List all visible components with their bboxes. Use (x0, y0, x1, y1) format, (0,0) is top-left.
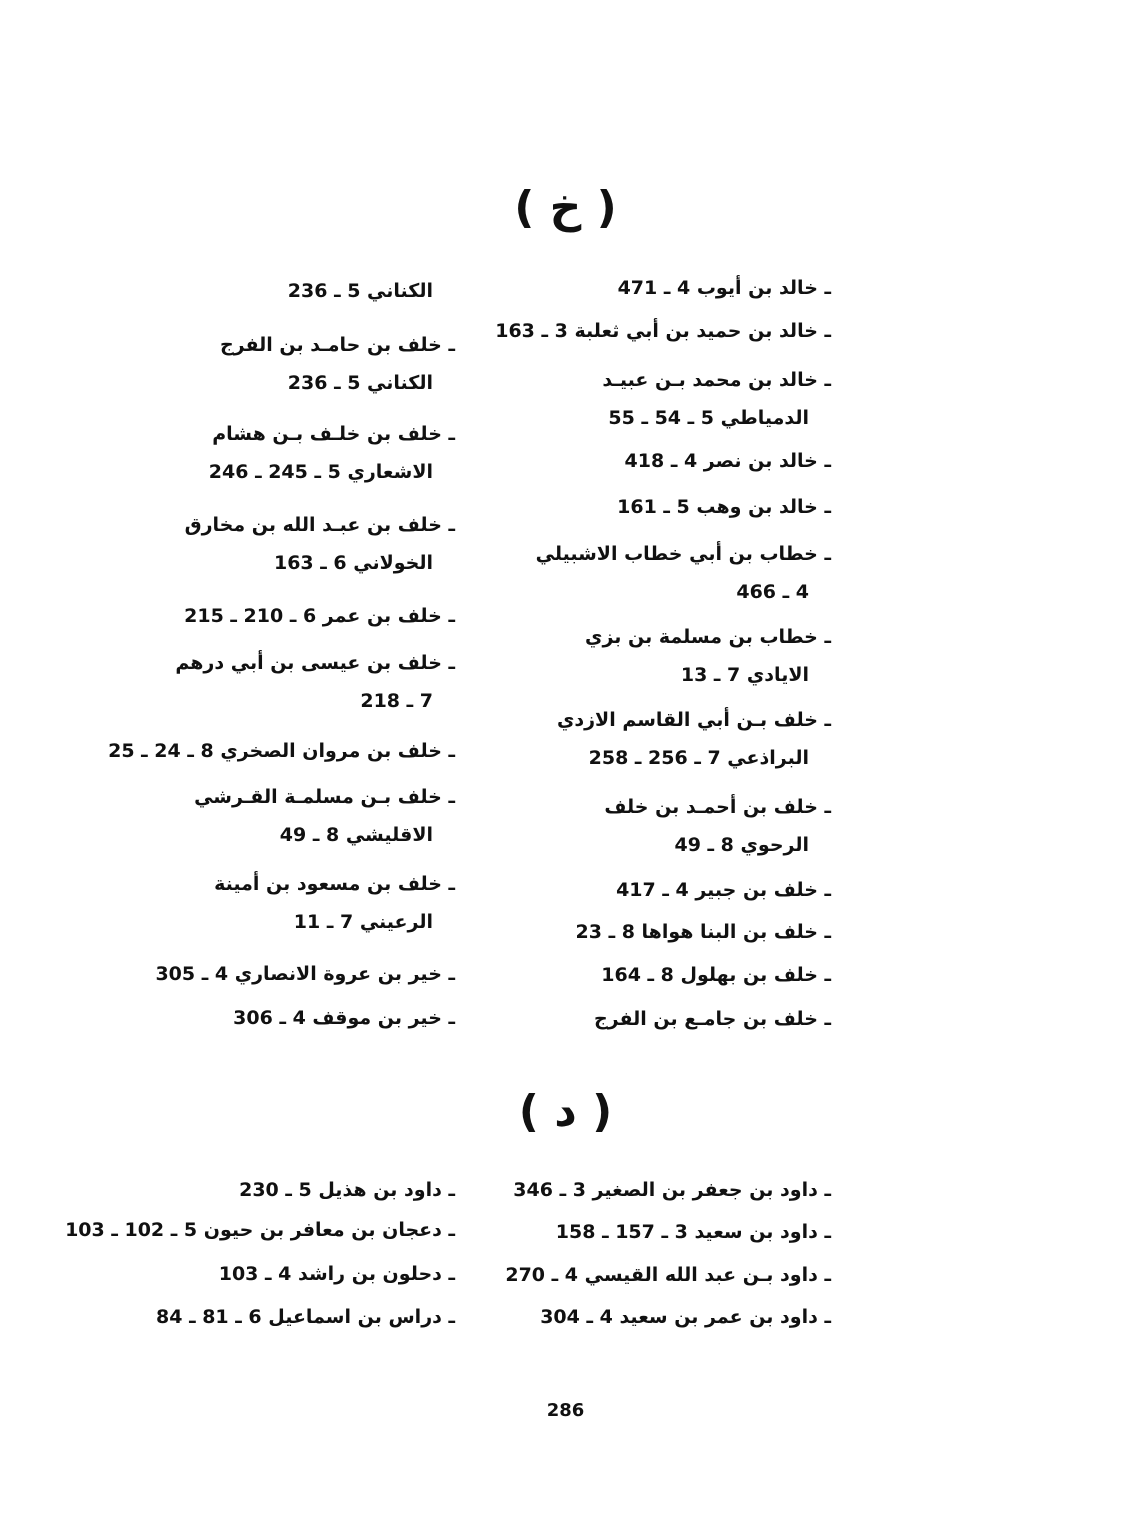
entry-continuation: الرحوي 8 ـ 49 (674, 834, 809, 856)
entry-continuation: 7 ـ 218 (360, 690, 433, 712)
list-item (501, 920, 831, 944)
entry-line: ـ خلف بن عيسى بن أبي درهم (175, 652, 455, 674)
list-item (501, 795, 831, 857)
entry-line: ـ خالد بن حميد بن أبي ثعلبة 3 ـ 163 (495, 320, 831, 342)
entry-line: ـ دحلون بن راشد 4 ـ 103 (218, 1263, 455, 1285)
entry-line: ـ خلف بن عمر 6 ـ 210 ـ 215 (184, 605, 455, 627)
list-item (501, 625, 831, 687)
list-item (495, 319, 831, 343)
list-item (501, 963, 831, 987)
entry-line: ـ خلف بن خلـف بـن هشام (212, 423, 455, 445)
list-item (501, 1220, 831, 1244)
list-item (501, 449, 831, 473)
list-item (501, 1305, 831, 1329)
list-item (125, 872, 455, 934)
list-item (501, 368, 831, 430)
entry-line: ـ خالد بن محمد بـن عبيـد (602, 369, 831, 391)
list-item (125, 1305, 455, 1329)
entry-continuation: الاقليشي 8 ـ 49 (279, 824, 433, 846)
entry-continuation: الخولاني 6 ـ 163 (273, 552, 433, 574)
entry-line: ـ خطاب بن أبي خطاب الاشبيلي (535, 543, 831, 565)
entry-line: ـ خلف بـن مسلمـة القـرشي (194, 786, 455, 808)
entry-line: ـ خلف بـن أبي القاسم الازدي (556, 709, 831, 731)
list-item (501, 276, 831, 300)
list-item (125, 513, 455, 575)
entry-line: ـ خلف بن البنا هواها 8 ـ 23 (575, 921, 831, 943)
entry-line: ـ خالد بن أيوب 4 ـ 471 (617, 277, 831, 299)
list-item (125, 333, 455, 395)
list-item (125, 1262, 455, 1286)
list-item (125, 785, 455, 847)
entry-line: ـ خير بن موقف 4 ـ 306 (233, 1007, 455, 1029)
entry-line: ـ داود بن سعيد 3 ـ 157 ـ 158 (555, 1221, 831, 1243)
entry-line: ـ خلف بن مروان الصخري 8 ـ 24 ـ 25 (108, 740, 455, 762)
list-item (501, 708, 831, 770)
entry-continuation: الاشعاري 5 ـ 245 ـ 246 (208, 461, 433, 483)
list-item (125, 1006, 455, 1030)
entry-line: ـ خير بن عروة الانصاري 4 ـ 305 (155, 963, 455, 985)
list-item (65, 1218, 455, 1242)
entry-continuation: الدمياطي 5 ـ 54 ـ 55 (608, 407, 809, 429)
entry-continuation: 4 ـ 466 (736, 581, 809, 603)
entry-line: ـ خلف بن أحمـد بن خلف (604, 796, 831, 818)
page-number: 286 (546, 1400, 585, 1421)
entry-line: ـ خالد بن وهب 5 ـ 161 (617, 496, 831, 518)
list-item (501, 1263, 831, 1287)
entry-line: ـ خلف بن حامـد بن الفرج (219, 334, 455, 356)
entry-continuation: الايادي 7 ـ 13 (680, 664, 809, 686)
list-item (108, 739, 455, 763)
entry-continuation: الرعيني 7 ـ 11 (293, 911, 433, 933)
entry-line: ـ دعجان بن معافر بن حيون 5 ـ 102 ـ 103 (65, 1219, 455, 1241)
list-item (501, 1178, 831, 1202)
list-item (501, 495, 831, 519)
entry-line: ـ داود بن جعفر بن الصغير 3 ـ 346 (513, 1179, 831, 1201)
list-item (501, 878, 831, 902)
entry-line: ـ خالد بن نصر 4 ـ 418 (624, 450, 831, 472)
entry-line: ـ خطاب بن مسلمة بن بزي (585, 626, 831, 648)
entry-line: ـ دراس بن اسماعيل 6 ـ 81 ـ 84 (156, 1306, 455, 1328)
list-item (501, 1007, 831, 1031)
entry-continuation: الكناني 5 ـ 236 (287, 280, 433, 302)
entry-continuation: الكناني 5 ـ 236 (287, 372, 433, 394)
entry-line: ـ داود بن هذيل 5 ـ 230 (239, 1179, 455, 1201)
entry-line: ـ خلف بن مسعود بن أمينة (214, 873, 455, 895)
list-item (125, 604, 455, 628)
entry-continuation: البراذعي 7 ـ 256 ـ 258 (588, 747, 809, 769)
section-heading-dal: ( د ) (518, 1086, 613, 1137)
entry-line: ـ خلف بن بهلول 8 ـ 164 (601, 964, 831, 986)
entry-line: ـ داود بن عمر بن سعيد 4 ـ 304 (540, 1306, 831, 1328)
list-item (125, 279, 455, 303)
list-item (125, 651, 455, 713)
list-item (125, 1178, 455, 1202)
list-item (125, 422, 455, 484)
entry-line: ـ خلف بن جبير 4 ـ 417 (616, 879, 831, 901)
entry-line: ـ داود بـن عبد الله القيسي 4 ـ 270 (505, 1264, 831, 1286)
entry-line: ـ خلف بن عبـد الله بن مخارق (184, 514, 455, 536)
section-heading-kha: ( خ ) (514, 182, 617, 233)
entry-line: ـ خلف بن جامـع بن الفرج (593, 1008, 831, 1030)
list-item (501, 542, 831, 604)
list-item (125, 962, 455, 986)
